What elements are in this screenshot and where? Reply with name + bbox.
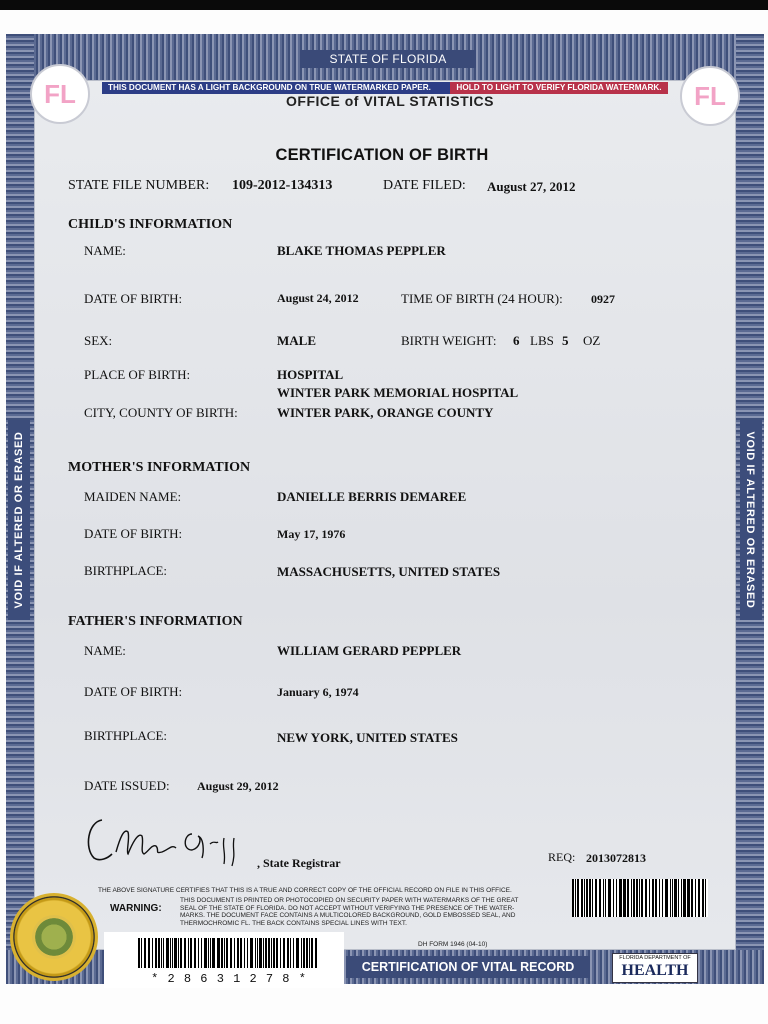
warning-text	[180, 897, 556, 927]
barcode-bar	[273, 938, 275, 968]
barcode-bar	[280, 938, 281, 968]
barcode-bar	[155, 938, 157, 968]
barcode-bar	[631, 879, 632, 917]
barcode-bar	[293, 938, 295, 968]
barcode-bar	[595, 879, 597, 917]
place-of-birth-facility: WINTER PARK MEMORIAL HOSPITAL	[277, 385, 519, 400]
barcode-bar	[138, 938, 140, 968]
barcode-bar	[662, 879, 664, 917]
barcode-bar	[665, 879, 667, 917]
notice-left: THIS DOCUMENT HAS A LIGHT BACKGROUND ON TRUE WATERMARKED PAPER.	[108, 83, 431, 92]
barcode-bar	[649, 879, 650, 917]
barcode-bar	[221, 938, 223, 968]
barcode-bar	[691, 879, 693, 917]
place-of-birth-label: PLACE OF BIRTH:	[84, 367, 191, 382]
barcode-bar	[695, 879, 696, 917]
barcode-bar	[616, 879, 618, 917]
barcode-bar	[255, 938, 256, 968]
fl-thermochromic-badge-left: FL	[30, 64, 90, 124]
city-county-label: CITY, COUNTY OF BIRTH:	[84, 405, 238, 420]
barcode-bar	[705, 879, 706, 917]
barcode-bar	[226, 938, 228, 968]
certification-of-vital-record-band: CERTIFICATION OF VITAL RECORD	[346, 956, 590, 978]
warning-line-2: SEAL OF THE STATE OF FLORIDA. DO NOT ACCEPT WITHOUT VERIFYING THE PRESENCE OF THE WATER-	[180, 904, 515, 912]
barcode-bar	[688, 879, 690, 917]
father-birthplace-label: BIRTHPLACE:	[84, 728, 168, 743]
barcode-bar	[240, 938, 242, 968]
barcode-bar	[158, 938, 160, 968]
father-birthplace-value: NEW YORK, UNITED STATES	[277, 730, 458, 745]
child-name-label: NAME:	[84, 243, 126, 258]
barcode-bar	[172, 938, 174, 968]
barcode-bar	[170, 938, 171, 968]
barcode-bar	[283, 938, 285, 968]
father-name-value: WILLIAM GERARD PEPPLER	[277, 643, 462, 658]
barcode-bar	[230, 938, 232, 968]
barcode-bar	[244, 938, 245, 968]
state-of-florida-band: STATE OF FLORIDA	[300, 50, 476, 68]
barcode-bar	[287, 938, 289, 968]
barcode-bar	[306, 938, 308, 968]
barcode-bar	[208, 938, 209, 968]
barcode-bar	[659, 879, 660, 917]
barcode-bar	[184, 938, 186, 968]
mother-birthplace-value: MASSACHUSETTS, UNITED STATES	[277, 564, 501, 579]
health-logo-subtitle: FLORIDA DEPARTMENT OF	[619, 955, 691, 961]
registrar-signature	[80, 808, 260, 868]
barcode-bar	[586, 879, 588, 917]
birth-weight-label: BIRTH WEIGHT:	[401, 333, 497, 348]
barcode-bar	[652, 879, 654, 917]
florida-health-logo	[612, 953, 698, 983]
barcode-bar	[271, 938, 272, 968]
barcode-bar	[161, 938, 162, 968]
place-of-birth-type: HOSPITAL	[277, 367, 344, 382]
req-barcode	[572, 879, 708, 917]
barcode-bar	[263, 938, 264, 968]
barcode-bar	[624, 879, 626, 917]
barcode-bar	[639, 879, 640, 917]
barcode-bar	[265, 938, 267, 968]
barcode-bar	[144, 938, 146, 968]
barcode-bar	[224, 938, 225, 968]
barcode-bar	[204, 938, 206, 968]
barcode-bar	[581, 879, 583, 917]
barcode-bar	[141, 938, 142, 968]
barcode-bar	[180, 938, 182, 968]
office-title: OFFICE of VITAL STATISTICS	[286, 93, 494, 109]
serial-barcode-box	[104, 932, 344, 988]
barcode-bar	[572, 879, 574, 917]
barcode-bar	[608, 879, 610, 917]
father-name-label: NAME:	[84, 643, 126, 658]
barcode-bar	[702, 879, 704, 917]
state-file-value: 109-2012-134313	[232, 178, 333, 193]
barcode-bar	[194, 938, 196, 968]
barcode-bar	[178, 938, 179, 968]
barcode-bar	[627, 879, 629, 917]
barcode-bar	[698, 879, 700, 917]
barcode-bar	[257, 938, 259, 968]
barcode-bar	[201, 938, 203, 968]
barcode-bar	[198, 938, 199, 968]
child-dob-label: DATE OF BIRTH:	[84, 291, 183, 306]
barcode-bar	[212, 938, 214, 968]
mother-dob-value: May 17, 1976	[277, 527, 346, 541]
barcode-bar	[259, 938, 261, 968]
barcode-bar	[584, 879, 585, 917]
mother-section-heading: MOTHER'S INFORMATION	[68, 460, 251, 475]
barcode-bar	[174, 938, 176, 968]
barcode-bar	[303, 938, 305, 968]
florida-seal-icon	[10, 893, 98, 981]
barcode-bar	[276, 938, 278, 968]
barcode-bar	[152, 938, 153, 968]
barcode-bar	[247, 938, 249, 968]
warning-label: WARNING:	[110, 903, 162, 914]
barcode-bar	[674, 879, 676, 917]
document-title: CERTIFICATION OF BIRTH	[275, 146, 489, 164]
sex-value: MALE	[277, 333, 316, 348]
warning-line-1: THIS DOCUMENT IS PRINTED OR PHOTOCOPIED ON SECURITY PAPER WITH WATERMARKS OF THE GREAT	[180, 897, 519, 904]
barcode-bar	[296, 938, 298, 968]
barcode-bar	[311, 938, 313, 968]
barcode-bar	[250, 938, 252, 968]
mother-maiden-label: MAIDEN NAME:	[84, 489, 182, 504]
birth-weight-oz-unit: OZ	[583, 333, 601, 348]
date-filed-value: August 27, 2012	[487, 179, 576, 194]
date-filed-label: DATE FILED:	[383, 178, 466, 193]
barcode-bar	[633, 879, 635, 917]
fl-thermochromic-badge-right: FL	[680, 66, 740, 126]
barcode-bar	[268, 938, 270, 968]
city-county-value: WINTER PARK, ORANGE COUNTY	[277, 405, 494, 420]
barcode-bar	[218, 938, 220, 968]
registrar-title: , State Registrar	[257, 856, 341, 870]
sex-label: SEX:	[84, 333, 113, 348]
barcode-bar	[290, 938, 291, 968]
child-name-value: BLAKE THOMAS PEPPLER	[277, 243, 446, 258]
barcode-bar	[315, 938, 317, 968]
father-dob-label: DATE OF BIRTH:	[84, 684, 183, 699]
barcode-bar	[148, 938, 150, 968]
notice-right: HOLD TO LIGHT TO VERIFY FLORIDA WATERMARK.	[450, 82, 668, 94]
barcode-bar	[678, 879, 679, 917]
mother-birthplace-label: BIRTHPLACE:	[84, 563, 168, 578]
barcode-bar	[234, 938, 235, 968]
barcode-bar	[592, 879, 593, 917]
barcode-bar	[599, 879, 601, 917]
void-warning-left: VOID IF ALTERED OR ERASED	[13, 431, 25, 609]
barcode-bar	[636, 879, 638, 917]
child-section-heading: CHILD'S INFORMATION	[68, 217, 233, 232]
barcode-bar	[217, 938, 218, 968]
serial-barcode-text: * 2 8 6 3 1 2 7 8 *	[151, 972, 307, 986]
barcode-bar	[301, 938, 302, 968]
barcode-bar	[237, 938, 239, 968]
warning-line-4: THERMOCHROMIC FL. THE BACK CONTAINS SPECIAL LINES WITH TEXT.	[180, 919, 407, 927]
barcode-bar	[687, 879, 688, 917]
child-dob-value: August 24, 2012	[277, 291, 359, 305]
father-dob-value: January 6, 1974	[277, 685, 359, 699]
birth-weight-lbs: 6	[513, 333, 520, 348]
barcode-bar	[681, 879, 683, 917]
barcode-bar	[575, 879, 576, 917]
serial-barcode	[138, 938, 318, 968]
certification-statement: THE ABOVE SIGNATURE CERTIFIES THAT THIS IS A TRUE AND CORRECT COPY OF THE OFFICIAL RECORD ON FILE IN THIS OFFICE.	[98, 887, 512, 894]
barcode-bar	[605, 879, 607, 917]
warning-line-3: MARKS. THE DOCUMENT FACE CONTAINS A MULTICOLORED BACKGROUND, GOLD EMBOSSED SEAL, AND	[180, 912, 516, 920]
barcode-bar	[190, 938, 192, 968]
barcode-bar	[655, 879, 657, 917]
state-file-label: STATE FILE NUMBER:	[68, 178, 210, 193]
barcode-bar	[619, 879, 621, 917]
barcode-bar	[166, 938, 168, 968]
barcode-bar	[589, 879, 591, 917]
barcode-bar	[623, 879, 624, 917]
father-section-heading: FATHER'S INFORMATION	[68, 614, 243, 629]
req-label: REQ:	[548, 850, 576, 864]
barcode-bar	[188, 938, 189, 968]
barcode-bar	[672, 879, 674, 917]
date-issued-value: August 29, 2012	[197, 779, 279, 793]
barcode-bar	[613, 879, 614, 917]
void-warning-right: VOID IF ALTERED OR ERASED	[744, 431, 756, 609]
mother-dob-label: DATE OF BIRTH:	[84, 526, 183, 541]
barcode-bar	[641, 879, 643, 917]
birth-weight-lbs-unit: LBS	[530, 333, 554, 348]
form-number: DH FORM 1946 (04-10)	[418, 941, 488, 948]
birth-weight-oz: 5	[562, 333, 569, 348]
scan-edge	[0, 0, 768, 10]
req-value: 2013072813	[586, 851, 646, 865]
time-of-birth-value: 0927	[591, 292, 615, 306]
seal-center	[32, 915, 76, 959]
barcode-bar	[645, 879, 647, 917]
mother-maiden-value: DANIELLE BERRIS DEMAREE	[277, 489, 467, 504]
health-logo-title: HEALTH	[621, 962, 689, 979]
barcode-bar	[670, 879, 671, 917]
barcode-bar	[210, 938, 212, 968]
barcode-bar	[163, 938, 165, 968]
date-issued-label: DATE ISSUED:	[84, 778, 170, 793]
barcode-bar	[577, 879, 579, 917]
time-of-birth-label: TIME OF BIRTH (24 HOUR):	[401, 291, 563, 306]
barcode-bar	[309, 938, 310, 968]
barcode-bar	[603, 879, 604, 917]
barcode-bar	[683, 879, 685, 917]
